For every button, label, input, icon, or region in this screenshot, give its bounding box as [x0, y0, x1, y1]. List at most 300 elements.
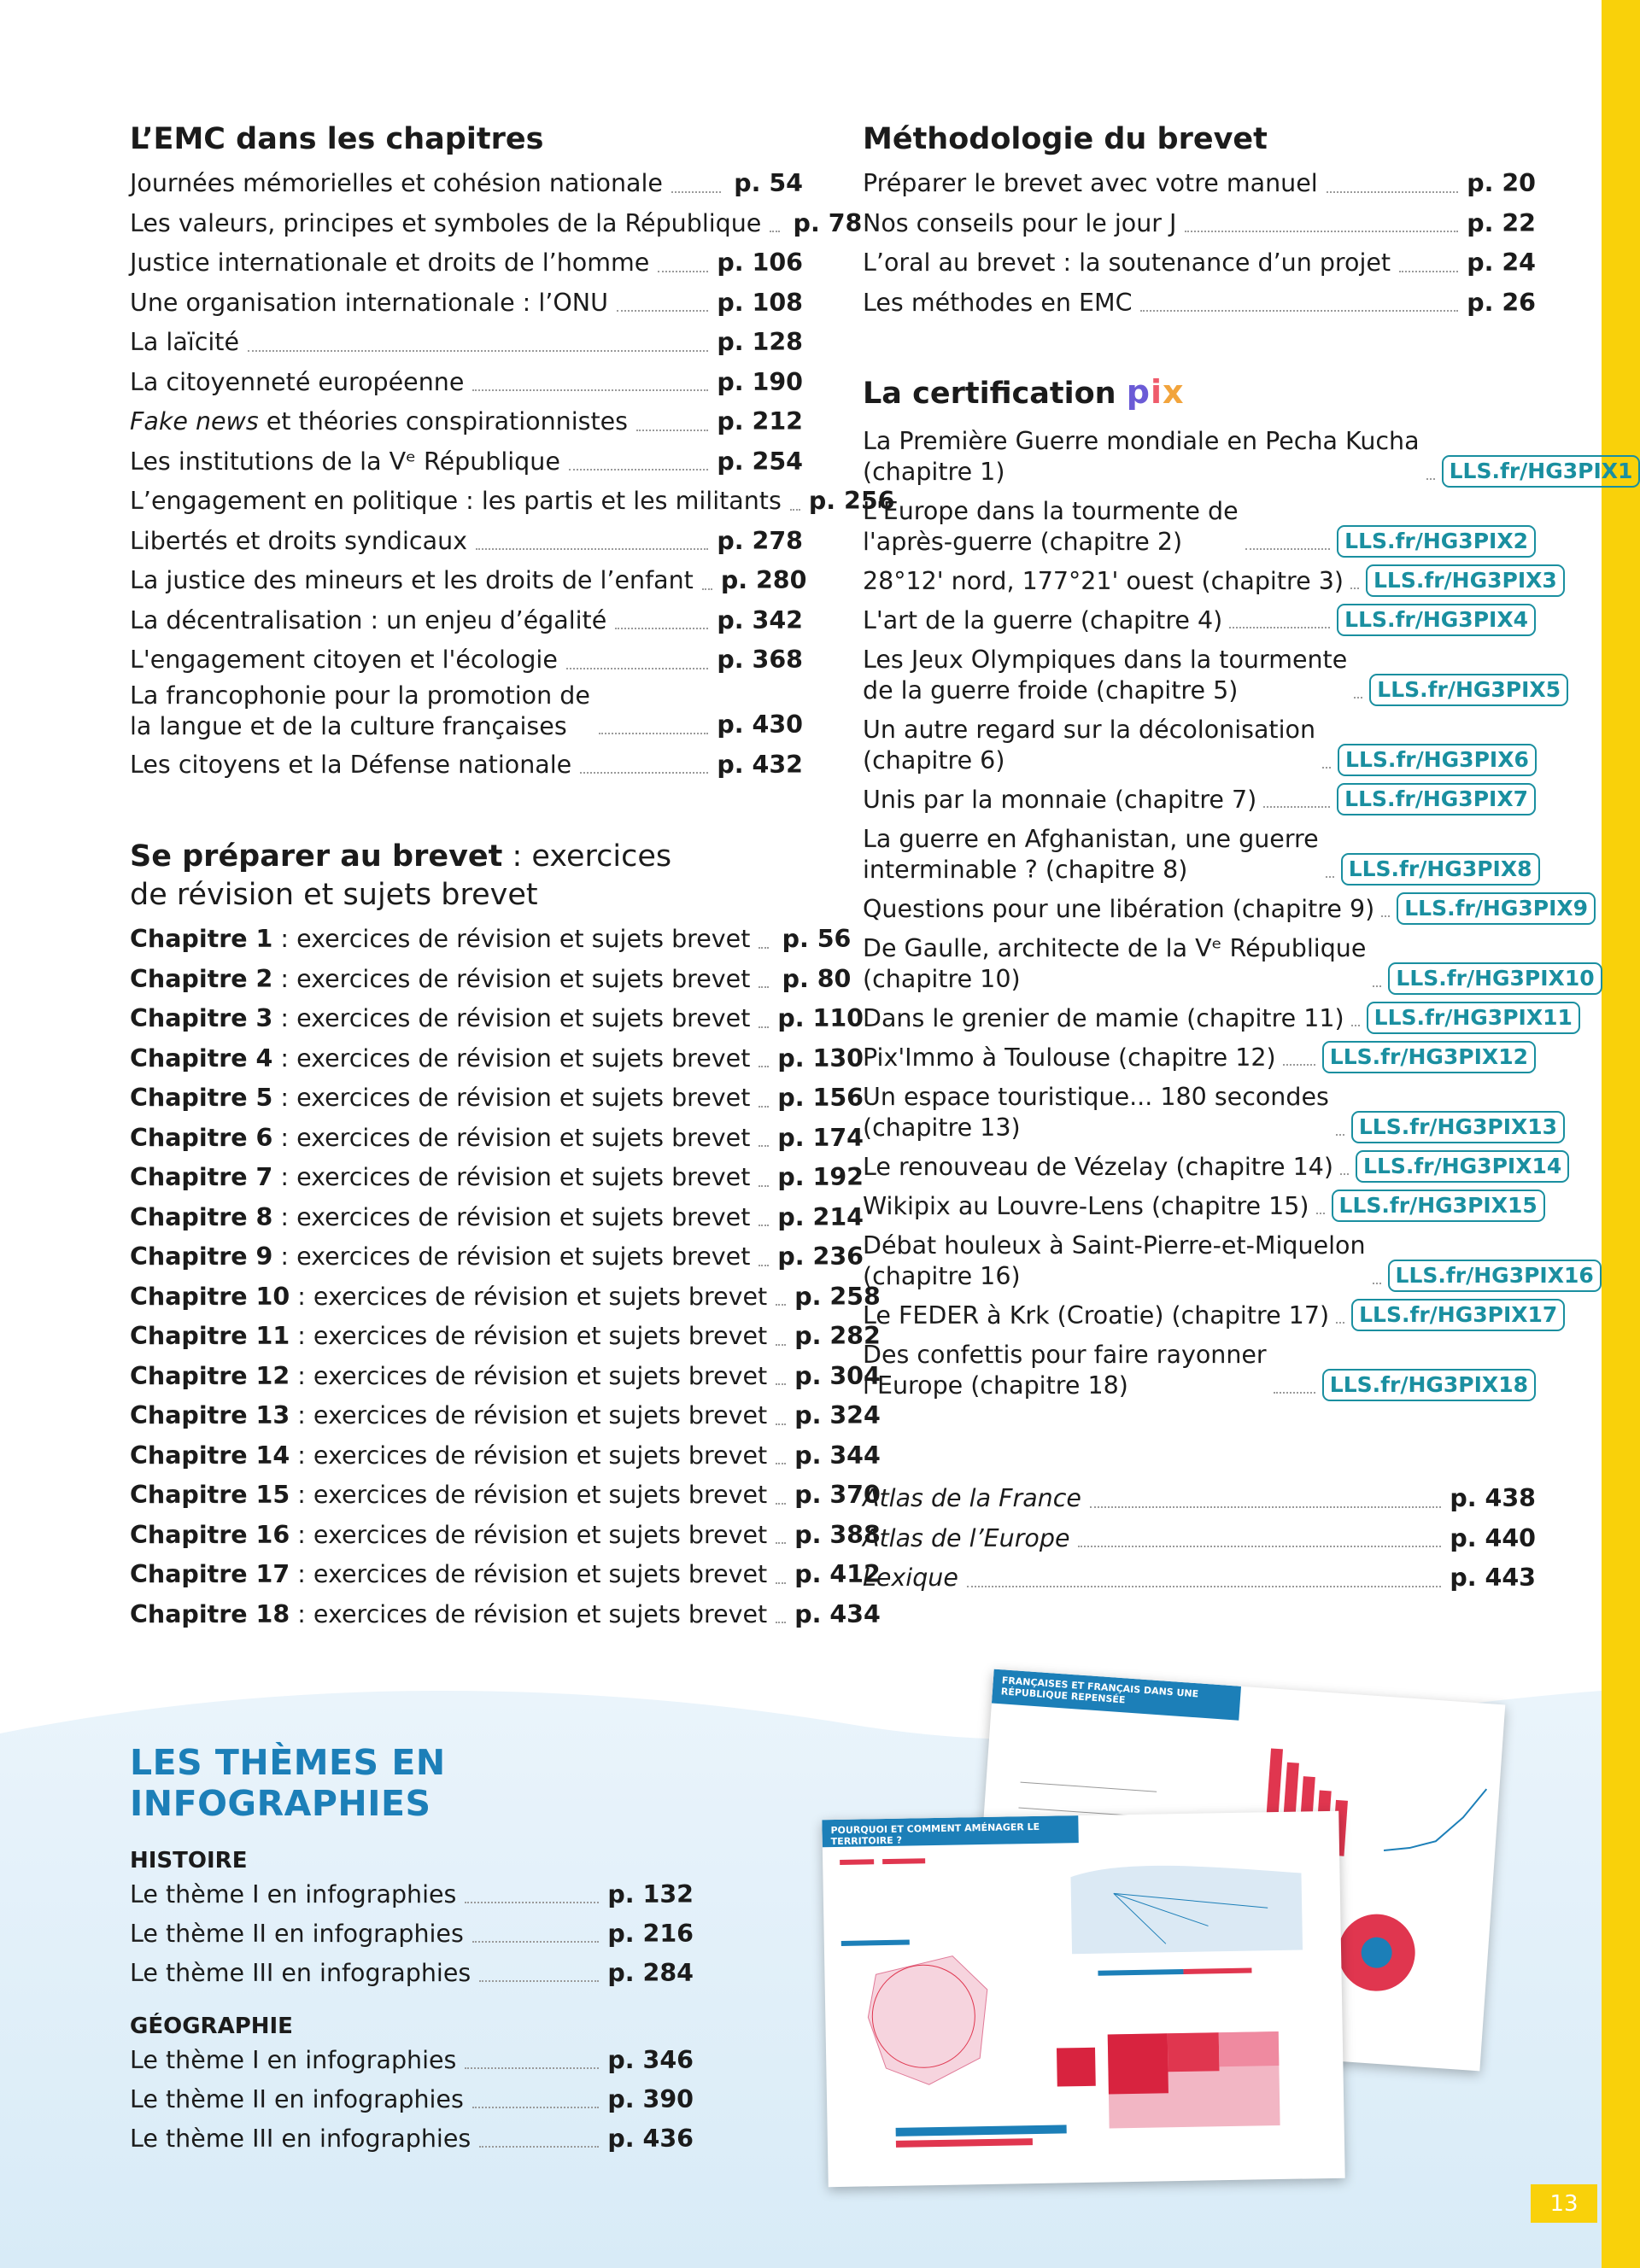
page-ref: p. 80	[782, 964, 852, 993]
pix-row	[863, 1187, 1536, 1226]
toc-label	[130, 1516, 767, 1556]
pix-label	[863, 1336, 1267, 1406]
toc-row[interactable]	[130, 323, 803, 363]
page-ref: p. 390	[607, 2085, 694, 2113]
dot-leader	[617, 310, 708, 312]
brevet-prep-list	[130, 920, 881, 1634]
toc-row[interactable]	[130, 442, 803, 482]
toc-label: Le thème I en infographies	[130, 2046, 457, 2074]
toc-row[interactable]	[130, 1914, 694, 1954]
dot-leader	[472, 2107, 600, 2108]
dot-leader	[566, 668, 708, 669]
dot-leader	[472, 1941, 600, 1943]
toc-label: Le thème III en infographies	[130, 1959, 472, 1987]
toc-label: Les méthodes en EMC	[863, 288, 1133, 317]
page-ref: p. 56	[782, 925, 852, 953]
pix-label-line1: L'Europe dans la tourmente de	[863, 497, 1239, 525]
page-ref: p. 78	[793, 208, 863, 237]
pix-label-line1: La Première Guerre mondiale en Pecha Kucha	[863, 427, 1420, 455]
toc-row[interactable]	[130, 960, 852, 1000]
chapter-name: Chapitre 2	[130, 964, 273, 993]
toc-label-line1: La francophonie pour la promotion de	[130, 681, 590, 710]
page-ref: p. 20	[1467, 169, 1536, 197]
pix-label	[863, 1148, 1333, 1187]
chapter-name: Chapitre 1	[130, 925, 273, 953]
toc-row[interactable]	[863, 164, 1536, 204]
right-column	[863, 120, 1633, 1599]
chapter-name: Chapitre 16	[130, 1520, 290, 1549]
chapter-name: Chapitre 6	[130, 1123, 273, 1152]
toc-label	[130, 681, 590, 745]
chapter-name: Chapitre 13	[130, 1401, 290, 1429]
page-ref: p. 342	[717, 605, 803, 634]
pix-link[interactable]: LLS.fr/HG3PIX13	[1351, 1111, 1565, 1143]
dot-leader	[758, 1145, 769, 1147]
toc-label: Une organisation internationale : l’ONU	[130, 288, 608, 317]
toc-label: Préparer le brevet avec votre manuel	[863, 169, 1318, 197]
pix-row	[863, 601, 1536, 640]
toc-label: Justice internationale et droits de l’homme	[130, 248, 650, 277]
page-ref: p. 132	[607, 1880, 694, 1909]
dot-leader	[1322, 767, 1331, 769]
toc-row[interactable]	[863, 1479, 1536, 1519]
toc-label: La citoyenneté européenne	[130, 367, 465, 396]
brevet-prep-title-rest: : exercices	[502, 839, 672, 874]
pix-label-line2: (chapitre 10)	[863, 965, 1021, 993]
toc-row[interactable]	[863, 204, 1536, 244]
dot-leader	[1090, 1506, 1441, 1508]
pix-row	[863, 640, 1561, 710]
toc-row[interactable]	[130, 1198, 864, 1238]
page-ref: p. 236	[777, 1242, 864, 1271]
chapter-suffix: : exercices de révision et sujets brevet	[290, 1599, 768, 1628]
pix-label	[863, 780, 1256, 820]
chapter-suffix: : exercices de révision et sujets brevet	[290, 1441, 768, 1470]
toc-label: Nos conseils pour le jour J	[863, 208, 1177, 237]
certification-title-text: La certification	[863, 377, 1116, 411]
toc-row[interactable]	[130, 1317, 881, 1357]
pix-row	[863, 1148, 1562, 1187]
pix-row	[863, 1226, 1594, 1296]
toc-label	[130, 1237, 750, 1277]
pix-row	[863, 1078, 1558, 1148]
chapter-suffix: : exercices de révision et sujets brevet	[290, 1322, 768, 1350]
page-ref: p. 26	[1467, 288, 1536, 317]
pix-link[interactable]: LLS.fr/HG3PIX10	[1388, 962, 1602, 995]
page-ref: p. 254	[717, 447, 803, 476]
chapter-suffix: : exercices de révision et sujets brevet	[290, 1282, 768, 1311]
pix-label	[863, 640, 1347, 710]
pix-label	[863, 1226, 1366, 1296]
dot-leader	[472, 389, 708, 391]
chapter-suffix: : exercices de révision et sujets brevet	[272, 925, 751, 953]
page-ref: p. 110	[777, 1004, 864, 1032]
brevet-prep-title-line2: de révision et sujets brevet	[130, 878, 538, 912]
toc-row[interactable]	[130, 363, 803, 403]
histoire-heading: HISTOIRE	[130, 1848, 248, 1873]
toc-row[interactable]	[130, 1875, 694, 1914]
toc-label: La décentralisation : un enjeu d’égalité	[130, 605, 607, 634]
toc-row[interactable]	[130, 2041, 694, 2080]
page-ref: p. 368	[717, 646, 803, 674]
pix-row	[863, 422, 1633, 492]
dot-leader	[758, 1185, 769, 1187]
pix-label	[863, 710, 1315, 780]
chapter-suffix: : exercices de révision et sujets brevet	[272, 1202, 751, 1231]
pix-label	[863, 820, 1319, 890]
dot-leader	[1336, 1134, 1344, 1136]
dot-leader	[1373, 1283, 1381, 1284]
toc-label: La justice des mineurs et les droits de l’enfant	[130, 566, 694, 594]
pix-row	[863, 999, 1573, 1038]
page-ref: p. 282	[794, 1322, 881, 1350]
toc-label: La laïcité	[130, 328, 239, 356]
page-ref: p. 108	[717, 288, 803, 317]
pix-label-line2: Dans le grenier de mamie (chapitre 11)	[863, 1004, 1344, 1032]
dot-leader	[790, 509, 800, 511]
page-ref: p. 440	[1450, 1523, 1536, 1552]
toc-row[interactable]	[130, 522, 803, 562]
page-ref: p. 256	[808, 487, 895, 515]
pix-label-line2: l’Europe (chapitre 18)	[863, 1371, 1128, 1400]
chapter-name: Chapitre 15	[130, 1481, 290, 1509]
thumbnail-front-title: POURQUOI ET COMMENT AMÉNAGER LE TERRITOIRE ?	[822, 1815, 1079, 1847]
pix-label-line1: De Gaulle, architecte de la Vᵉ République	[863, 934, 1367, 962]
dot-leader	[1327, 191, 1458, 193]
pix-row	[863, 780, 1536, 820]
toc-label: Journées mémorielles et cohésion nationale	[130, 169, 663, 197]
pix-label-line1: Des confettis pour faire rayonner	[863, 1341, 1267, 1369]
toc-label	[130, 1555, 767, 1595]
pix-label-line2: L'art de la guerre (chapitre 4)	[863, 606, 1223, 634]
toc-row[interactable]	[130, 1476, 881, 1516]
pix-label-line1: Un espace touristique... 180 secondes	[863, 1083, 1329, 1111]
toc-label	[130, 1277, 767, 1318]
page-ref: p. 370	[794, 1481, 881, 1509]
toc-label	[130, 1119, 750, 1159]
toc-label: Les valeurs, principes et symboles de la République	[130, 208, 762, 237]
toc-label	[130, 960, 750, 1000]
toc-row[interactable]	[130, 1954, 694, 1993]
pix-label-line2: Le FEDER à Krk (Croatie) (chapitre 17)	[863, 1301, 1330, 1330]
dot-leader	[1399, 271, 1458, 272]
toc-label	[130, 1396, 767, 1436]
toc-row[interactable]	[130, 2080, 694, 2119]
dot-leader	[569, 469, 708, 471]
toc-row[interactable]	[130, 1039, 864, 1079]
pix-label	[863, 562, 1344, 601]
page-ref: p. 344	[794, 1441, 881, 1470]
toc-label-line2: la langue et de la culture françaises	[130, 711, 567, 740]
toc-row[interactable]	[130, 745, 803, 786]
dot-leader	[758, 986, 769, 988]
toc-row[interactable]	[130, 1595, 881, 1635]
pix-link[interactable]: LLS.fr/HG3PIX1	[1442, 455, 1640, 488]
dot-leader	[776, 1463, 786, 1464]
dot-leader	[1326, 876, 1334, 878]
toc-label-italic: Fake news	[130, 407, 259, 435]
pix-link[interactable]: LLS.fr/HG3PIX2	[1337, 525, 1536, 558]
toc-label: Le thème II en infographies	[130, 1920, 464, 1948]
dot-leader	[776, 1304, 786, 1306]
pix-label-line2: de la guerre froide (chapitre 5)	[863, 676, 1239, 704]
chapter-suffix: : exercices de révision et sujets brevet	[290, 1401, 768, 1429]
dot-leader	[1336, 1322, 1344, 1324]
pix-label	[863, 1078, 1329, 1148]
toc-row[interactable]	[130, 1555, 881, 1595]
dot-leader	[758, 1225, 769, 1226]
toc-row[interactable]	[130, 1516, 881, 1556]
pix-link[interactable]: LLS.fr/HG3PIX14	[1356, 1150, 1569, 1183]
infographies-title: LES THÈMES EN INFOGRAPHIES	[130, 1742, 446, 1824]
pix-label-line2: 28°12' nord, 177°21' ouest (chapitre 3)	[863, 567, 1344, 595]
dot-leader	[776, 1344, 786, 1346]
toc-label	[130, 999, 750, 1039]
pix-link[interactable]: LLS.fr/HG3PIX4	[1337, 604, 1536, 636]
page-number: 13	[1531, 2184, 1597, 2223]
pix-label	[863, 1187, 1309, 1226]
toc-label	[130, 1357, 767, 1397]
page-ref: p. 130	[777, 1043, 864, 1073]
page-ref: p. 128	[717, 328, 803, 356]
chapter-name: Chapitre 9	[130, 1242, 273, 1271]
chapter-name: Chapitre 8	[130, 1202, 273, 1231]
toc-row[interactable]	[130, 1396, 881, 1436]
toc-row[interactable]	[130, 402, 803, 442]
pix-row	[863, 1296, 1558, 1336]
dot-leader	[1316, 1213, 1325, 1214]
dot-leader	[658, 271, 708, 272]
pix-label-line2: Questions pour une libération (chapitre 9)	[863, 895, 1375, 923]
page-ref: p. 216	[607, 1920, 694, 1948]
dot-leader	[465, 1902, 599, 1903]
toc-row[interactable]	[130, 920, 852, 960]
dot-leader	[479, 1980, 599, 1982]
pix-link[interactable]: LLS.fr/HG3PIX8	[1341, 853, 1540, 886]
pix-link[interactable]: LLS.fr/HG3PIX12	[1322, 1041, 1536, 1073]
pix-row	[863, 1038, 1536, 1078]
toc-row[interactable]	[130, 601, 803, 641]
toc-row[interactable]	[130, 482, 895, 522]
page-ref: p. 284	[607, 1959, 694, 1987]
dot-leader	[1274, 1392, 1315, 1394]
toc-row[interactable]	[130, 1078, 864, 1119]
dot-leader	[479, 2146, 599, 2148]
page-ref: p. 432	[717, 750, 803, 779]
thumbnail-back-title: FRANÇAISES ET FRANÇAIS DANS UNE RÉPUBLIQUE REPENSÉE	[992, 1669, 1241, 1721]
pix-label-line1: Un autre regard sur la décolonisation	[863, 716, 1316, 744]
chapter-name: Chapitre 11	[130, 1322, 290, 1350]
toc-label	[130, 1476, 767, 1516]
dot-leader	[776, 1423, 786, 1425]
infographies-section	[130, 1742, 694, 2159]
toc-row[interactable]	[130, 561, 807, 601]
page-ref: p. 258	[794, 1282, 881, 1311]
pix-link[interactable]: LLS.fr/HG3PIX15	[1332, 1190, 1545, 1222]
dot-leader	[776, 1503, 786, 1505]
toc-label: L'engagement citoyen et l'écologie	[130, 646, 558, 674]
pix-link[interactable]: LLS.fr/HG3PIX16	[1388, 1260, 1602, 1292]
chapter-name: Chapitre 4	[130, 1043, 273, 1073]
toc-row[interactable]	[130, 2119, 694, 2159]
pix-logo-icon: pix	[1126, 373, 1185, 411]
pix-label-line2: (chapitre 6)	[863, 746, 1005, 775]
toc-label: Le thème I en infographies	[130, 1880, 457, 1909]
pix-label-line2: Unis par la monnaie (chapitre 7)	[863, 786, 1257, 814]
page-ref: p. 443	[1450, 1564, 1536, 1592]
pix-label-line2: Le renouveau de Vézelay (chapitre 14)	[863, 1153, 1334, 1181]
dot-leader	[599, 733, 709, 734]
dot-leader	[1354, 697, 1362, 699]
dot-leader	[1426, 478, 1435, 480]
toc-label: L’oral au brevet : la soutenance d’un projet	[863, 248, 1391, 277]
chapter-name: Chapitre 7	[130, 1163, 273, 1191]
page-ref: p. 24	[1467, 248, 1536, 277]
emc-section-title: L’EMC dans les chapitres	[130, 120, 803, 161]
dot-leader	[1185, 231, 1458, 232]
pix-label	[863, 492, 1239, 562]
toc-row[interactable]	[863, 1519, 1536, 1559]
page-ref: p. 156	[777, 1084, 864, 1112]
annexes-list	[863, 1479, 1536, 1599]
pix-row	[863, 890, 1589, 929]
page-ref: p. 324	[794, 1401, 881, 1429]
toc-label	[130, 920, 750, 960]
pix-link[interactable]: LLS.fr/HG3PIX7	[1337, 783, 1536, 815]
dot-leader	[1140, 310, 1458, 312]
page-ref: p. 212	[717, 407, 803, 435]
page-ref: p. 190	[717, 367, 803, 396]
toc-row[interactable]	[130, 164, 803, 204]
thumbnail-front-graphic	[823, 1838, 1345, 2187]
page-ref: p. 434	[794, 1599, 881, 1628]
pix-label-line2: Pix'Immo à Toulouse (chapitre 12)	[863, 1043, 1276, 1072]
pix-link[interactable]: LLS.fr/HG3PIX11	[1367, 1002, 1580, 1034]
methodo-section-title: Méthodologie du brevet	[863, 120, 1536, 161]
toc-row[interactable]	[130, 1436, 881, 1476]
toc-label: Les citoyens et la Défense nationale	[130, 750, 572, 779]
toc-row[interactable]	[130, 681, 803, 745]
page-ref: p. 22	[1467, 208, 1536, 237]
pix-label-line1: La guerre en Afghanistan, une guerre	[863, 825, 1319, 853]
brevet-prep-section-title	[130, 838, 803, 916]
dot-leader	[758, 1066, 769, 1067]
toc-row[interactable]	[130, 1158, 864, 1198]
toc-row[interactable]	[863, 284, 1536, 324]
page-ref: p. 304	[794, 1361, 881, 1390]
chapter-suffix: : exercices de révision et sujets brevet	[272, 1242, 751, 1271]
page-ref: p. 280	[720, 566, 807, 594]
certification-list	[863, 422, 1633, 1406]
pix-link[interactable]: LLS.fr/HG3PIX6	[1338, 744, 1537, 776]
dot-leader	[1351, 1025, 1360, 1026]
dot-leader	[758, 1026, 769, 1028]
chapter-suffix: : exercices de révision et sujets brevet	[272, 1043, 751, 1073]
toc-row[interactable]	[130, 999, 864, 1039]
dot-leader	[248, 350, 708, 352]
toc-row[interactable]	[130, 1277, 881, 1318]
pix-row	[863, 492, 1536, 562]
pix-label-line2: (chapitre 16)	[863, 1262, 1021, 1290]
toc-label	[130, 1595, 767, 1635]
dot-leader	[615, 628, 708, 629]
chapter-name: Chapitre 17	[130, 1560, 290, 1588]
toc-row[interactable]	[130, 1237, 864, 1277]
page-ref: p. 430	[717, 710, 803, 739]
pix-label-line2: Wikipix au Louvre-Lens (chapitre 15)	[863, 1192, 1309, 1220]
dot-leader	[1263, 806, 1330, 808]
page-ref: p. 388	[794, 1520, 881, 1549]
pix-link[interactable]: LLS.fr/HG3PIX18	[1322, 1369, 1536, 1401]
toc-row[interactable]	[863, 1558, 1536, 1599]
geographie-list	[130, 2041, 694, 2159]
chapter-name: Chapitre 14	[130, 1441, 290, 1470]
toc-label	[130, 1078, 750, 1119]
brevet-prep-title-bold: Se préparer au brevet	[130, 839, 503, 874]
toc-label	[130, 1317, 767, 1357]
pix-label-line2: (chapitre 13)	[863, 1114, 1021, 1142]
chapter-name: Chapitre 10	[130, 1282, 290, 1311]
dot-leader	[1350, 587, 1359, 589]
pix-link[interactable]: LLS.fr/HG3PIX17	[1351, 1299, 1565, 1331]
page-ref: p. 54	[734, 169, 803, 197]
pix-label-line1: Débat houleux à Saint-Pierre-et-Miquelon	[863, 1231, 1366, 1260]
dot-leader	[636, 430, 708, 431]
page-ref: p. 174	[777, 1123, 864, 1152]
geographie-heading: GÉOGRAPHIE	[130, 2014, 293, 2039]
toc-row[interactable]	[130, 640, 803, 681]
chapter-suffix: : exercices de révision et sujets brevet	[272, 1163, 751, 1191]
toc-label: Les institutions de la Vᵉ République	[130, 447, 560, 476]
page-ref: p. 192	[777, 1163, 864, 1191]
dot-leader	[758, 947, 769, 949]
pix-link[interactable]: LLS.fr/HG3PIX5	[1369, 674, 1568, 706]
left-column	[130, 120, 895, 1634]
dot-leader	[776, 1582, 786, 1584]
chapter-suffix: : exercices de révision et sujets brevet	[272, 1004, 751, 1032]
chapter-suffix: : exercices de révision et sujets brevet	[290, 1361, 768, 1390]
methodo-list	[863, 164, 1536, 323]
pix-label	[863, 601, 1222, 640]
dot-leader	[776, 1383, 786, 1385]
chapter-suffix: : exercices de révision et sujets brevet	[290, 1481, 768, 1509]
toc-label	[130, 1198, 750, 1238]
toc-label	[130, 1039, 750, 1079]
dot-leader	[1229, 627, 1330, 628]
emc-list	[130, 164, 895, 785]
toc-row[interactable]	[863, 243, 1536, 284]
toc-label-rest: et théories conspirationnistes	[258, 407, 629, 435]
toc-row[interactable]	[130, 1357, 881, 1397]
toc-label: L’engagement en politique : les partis et les militants	[130, 487, 782, 515]
toc-row[interactable]	[130, 284, 803, 324]
dot-leader	[476, 548, 708, 550]
page-ref: p. 346	[607, 2046, 694, 2074]
toc-row[interactable]	[130, 1119, 864, 1159]
toc-row[interactable]	[130, 243, 803, 284]
pix-link[interactable]: LLS.fr/HG3PIX9	[1397, 892, 1596, 925]
dot-leader	[776, 1542, 786, 1544]
pix-label	[863, 1038, 1276, 1078]
pix-link[interactable]: LLS.fr/HG3PIX3	[1366, 564, 1565, 597]
dot-leader	[671, 191, 721, 193]
dot-leader	[580, 772, 708, 774]
toc-row[interactable]	[130, 204, 863, 244]
chapter-name: Chapitre 3	[130, 1004, 273, 1032]
chapter-suffix: : exercices de révision et sujets brevet	[272, 1084, 751, 1112]
dot-leader	[1381, 915, 1390, 917]
pix-label-line2: (chapitre 1)	[863, 458, 1005, 486]
